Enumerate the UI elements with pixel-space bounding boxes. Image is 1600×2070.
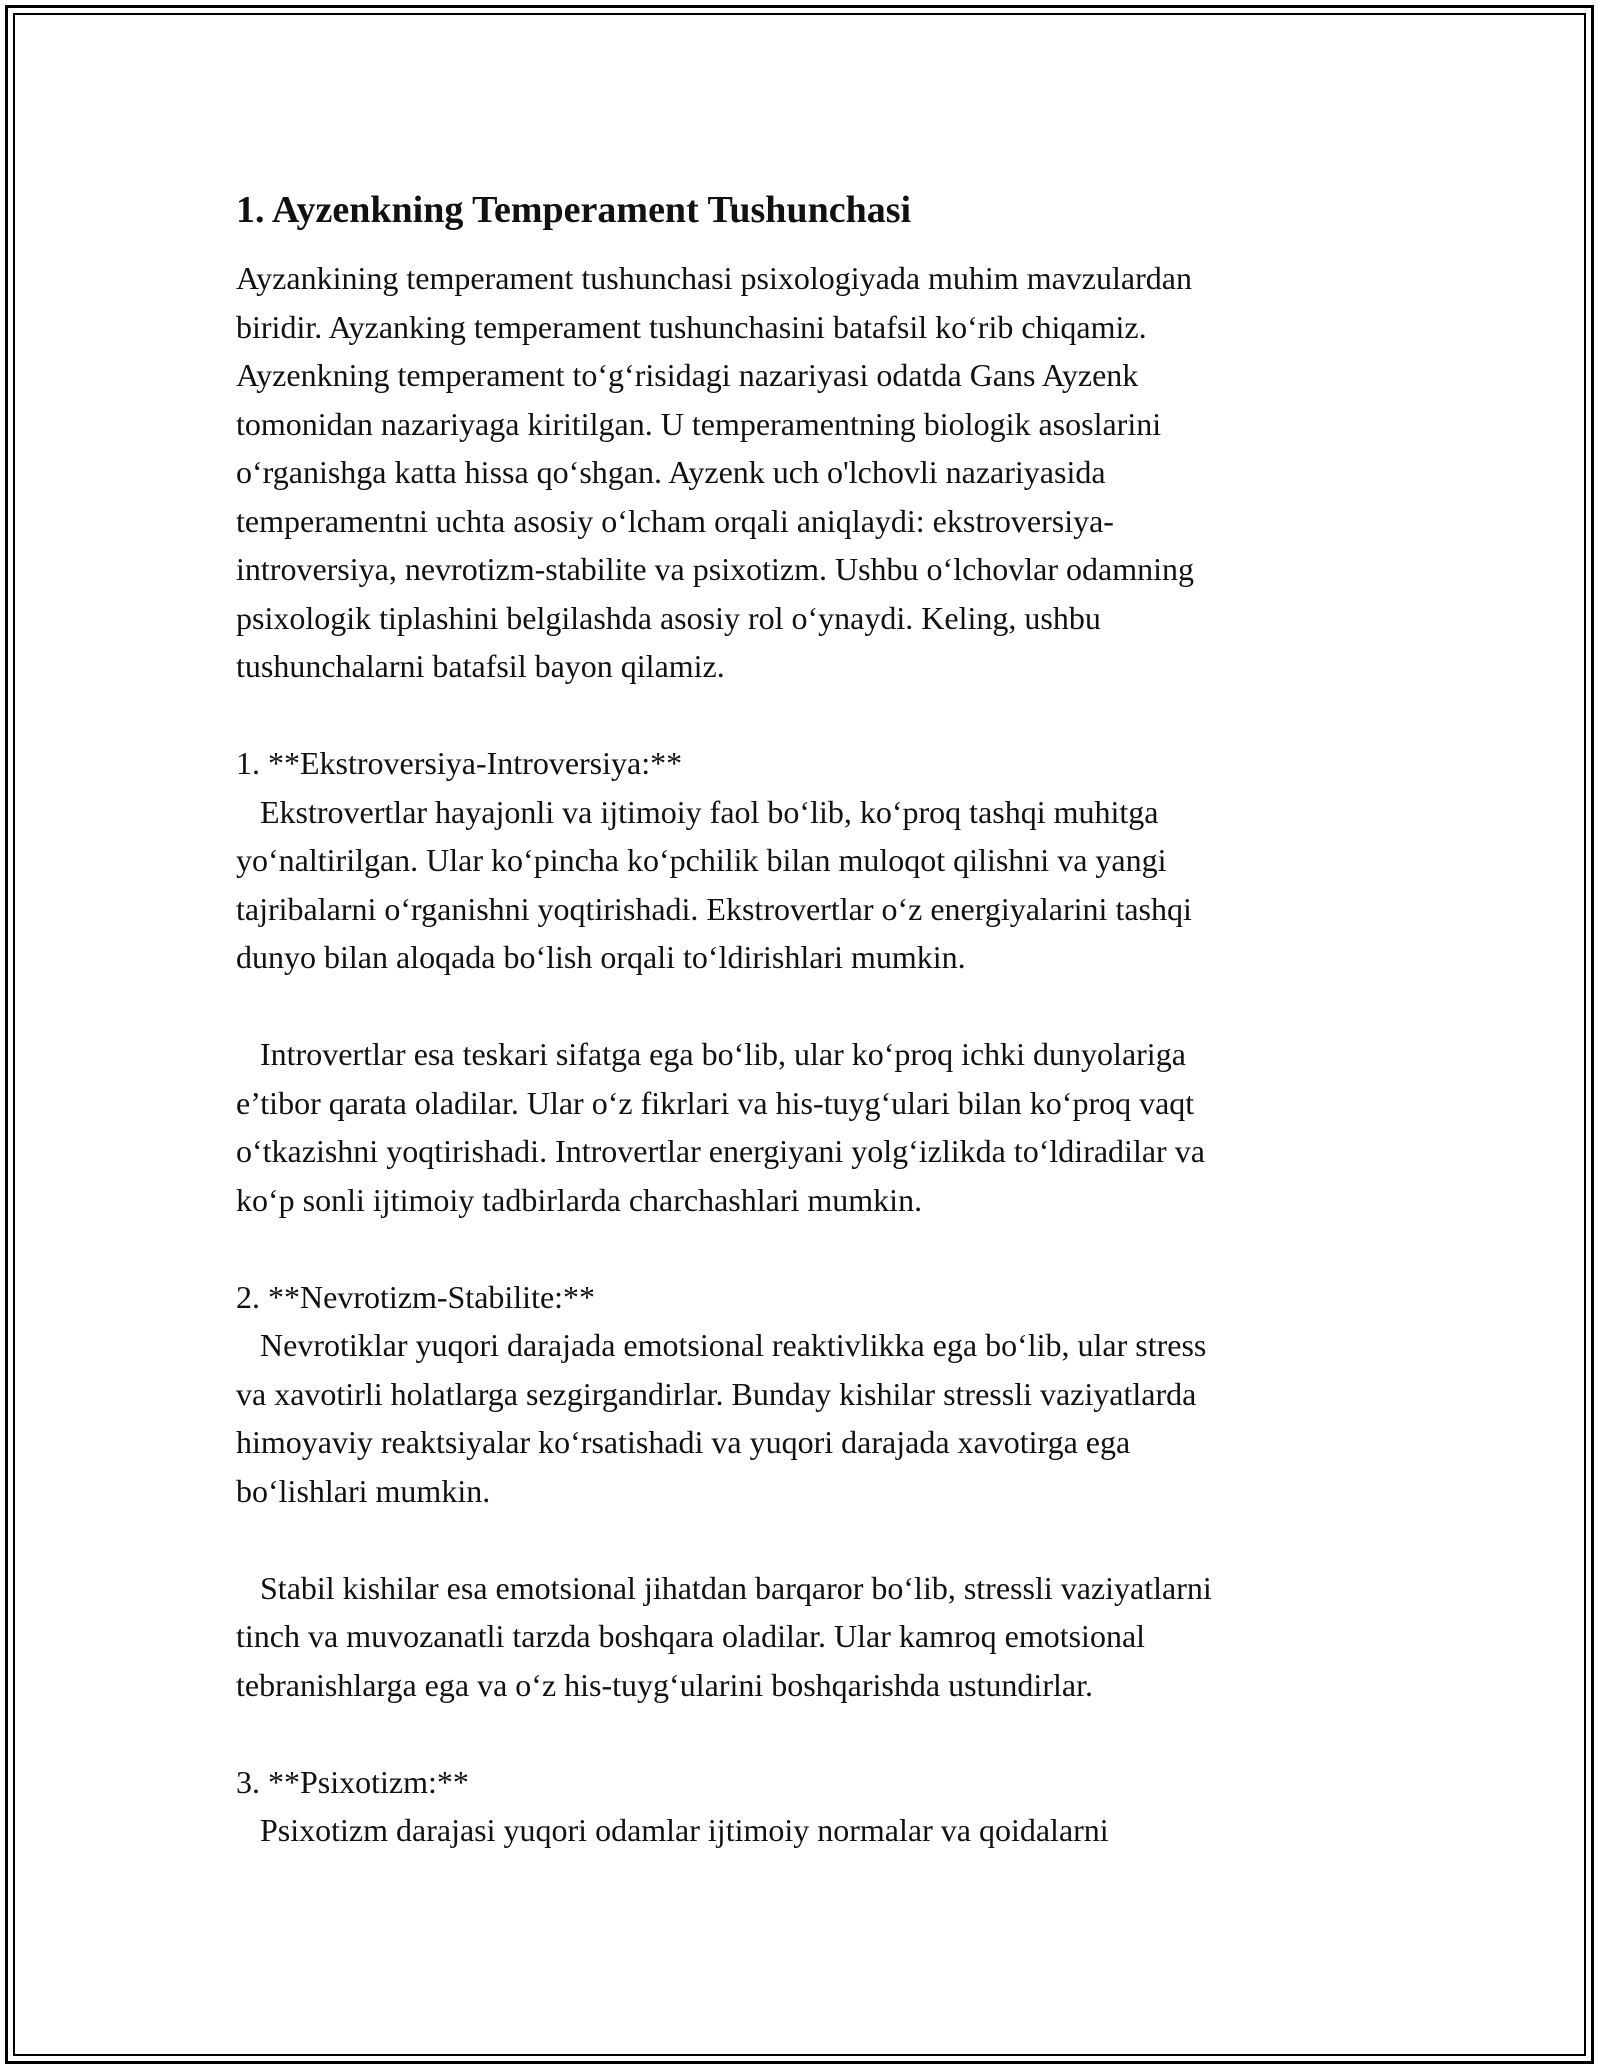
blank-line [236, 691, 1366, 740]
text-line: Nevrotiklar yuqori darajada emotsional reaktivlikka ega bo‘lib, ular stress [236, 1327, 1207, 1363]
text-line: tomonidan nazariyaga kiritilgan. U temperamentning biologik asoslarini [236, 405, 1162, 442]
blank-line [236, 1515, 1366, 1564]
text-line: temperamentni uchta asosiy o‘lcham orqali aniqlaydi: ekstroversiya- [236, 502, 1114, 539]
document-body [236, 184, 1366, 1855]
text-line: Introvertlar esa teskari sifatga ega bo‘lib, ular ko‘proq ichki dunyolariga [236, 1036, 1186, 1072]
text-line: o‘rganishga katta hissa qo‘shgan. Ayzenk uch o'lchovli nazariyasida [236, 454, 1106, 490]
section-psychoticism [236, 1758, 1366, 1855]
section-neuroticism [236, 1273, 1366, 1710]
text-line: psixologik tiplashini belgilashda asosiy rol o‘ynaydi. Keling, ushbu [236, 599, 1101, 636]
text-line: himoyaviy reaktsiyalar ko‘rsatishadi va yuqori darajada xavotirga ega [236, 1424, 1131, 1460]
page-title: 1. Ayzenkning Temperament Tushunchasi [236, 189, 912, 231]
text-line: introversiya, nevrotizm-stabilite va psixotizm. Ushbu o‘lchovlar odamning [236, 551, 1195, 587]
text-line: o‘tkazishni yoqtirishadi. Introvertlar energiyani yolg‘izlikda to‘ldiradilar va [236, 1133, 1205, 1169]
text-line: Stabil kishilar esa emotsional jihatdan barqaror bo‘lib, stressli vaziyatlarni [236, 1569, 1212, 1606]
blank-line [236, 982, 1366, 1031]
text-line: Psixotizm darajasi yuqori odamlar ijtimoiy normalar va qoidalarni [236, 1812, 1109, 1848]
blank-line [236, 1224, 1366, 1273]
text-line: tajribalarni o‘rganishni yoqtirishadi. Ekstrovertlar o‘z energiyalarini tashqi [236, 890, 1192, 927]
section-heading: 2. **Nevrotizm-Stabilite:** [236, 1278, 596, 1315]
section-heading: 1. **Ekstroversiya-Introversiya:** [236, 745, 683, 781]
text-line: e’tibor qarata oladilar. Ular o‘z fikrlari va his-tuyg‘ulari bilan ko‘proq vaqt [236, 1084, 1195, 1121]
text-line: biridir. Ayzanking temperament tushunchasini batafsil ko‘rib chiqamiz. [236, 308, 1147, 345]
text-line: tebranishlarga ega va o‘z his-tuyg‘ularini boshqarishda ustundirlar. [236, 1666, 1093, 1703]
text-line: ko‘p sonli ijtimoiy tadbirlarda charchashlari mumkin. [236, 1181, 923, 1218]
text-line: Ayzankining temperament tushunchasi psixologiyada muhim mavzulardan [236, 260, 1192, 296]
text-line: Ekstrovertlar hayajonli va ijtimoiy faol bo‘lib, ko‘proq tashqi muhitga [236, 793, 1159, 830]
text-line: Ayzenkning temperament to‘g‘risidagi nazariyasi odatda Gans Ayzenk [236, 357, 1139, 393]
text-line: dunyo bilan aloqada bo‘lish orqali to‘ldirishlari mumkin. [236, 939, 966, 975]
section-heading: 3. **Psixotizm:** [236, 1763, 469, 1800]
text-line: tushunchalarni batafsil bayon qilamiz. [236, 648, 725, 684]
section-extroversion [236, 739, 1366, 1224]
text-line: yo‘naltirilgan. Ular ko‘pincha ko‘pchilik bilan muloqot qilishni va yangi [236, 842, 1167, 878]
intro-paragraph [236, 254, 1366, 691]
text-line: tinch va muvozanatli tarzda boshqara oladilar. Ular kamroq emotsional [236, 1618, 1146, 1654]
blank-line [236, 1709, 1366, 1758]
text-line: bo‘lishlari mumkin. [236, 1472, 491, 1509]
text-line: va xavotirli holatlarga sezgirgandirlar. Bunday kishilar stressli vaziyatlarda [236, 1375, 1197, 1412]
